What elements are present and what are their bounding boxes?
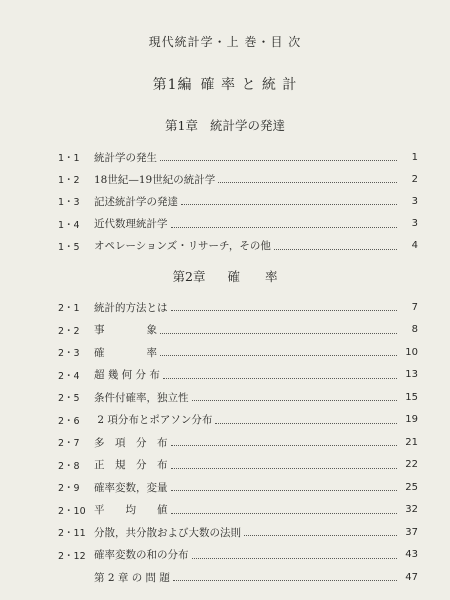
page-number: 7 — [411, 301, 418, 313]
page-number: 47 — [405, 571, 418, 583]
dot-leader — [160, 332, 397, 334]
section-title: 分散，共分散および大数の法則 — [94, 526, 241, 539]
toc-entry[interactable] — [58, 296, 418, 319]
dot-leader — [171, 444, 398, 446]
section-number: 2・7 — [58, 438, 80, 450]
toc-entry-problems[interactable] — [58, 566, 418, 589]
toc-entry[interactable] — [58, 213, 418, 235]
page-number: 21 — [405, 436, 418, 448]
section-title: 平 均 値 — [94, 504, 168, 517]
page-number: 37 — [405, 526, 418, 538]
page-number: 10 — [405, 346, 418, 358]
page-number: 19 — [405, 414, 418, 426]
toc-entry[interactable] — [58, 146, 418, 168]
dot-leader — [171, 226, 398, 228]
toc-entry[interactable] — [58, 319, 418, 342]
page-number: 4 — [411, 240, 418, 252]
section-title: 多 項 分 布 — [94, 436, 168, 449]
section-number: 1・4 — [58, 219, 80, 231]
page-number: 3 — [411, 195, 418, 207]
section-number: 2・2 — [58, 325, 80, 337]
chapter-1-title: 統計学の発達 — [209, 118, 285, 133]
toc-entry[interactable] — [58, 476, 418, 499]
toc-entry[interactable] — [58, 190, 418, 212]
section-number: 2・5 — [58, 393, 80, 405]
chapter-2-label: 第2章 — [172, 269, 206, 284]
section-title: 正 規 分 布 — [94, 459, 168, 472]
chapter-2-section-list — [58, 296, 418, 589]
page-number: 1 — [411, 151, 418, 163]
chapter-1-label: 第1章 — [165, 118, 198, 133]
dot-leader — [215, 422, 397, 424]
toc-entry[interactable] — [58, 499, 418, 522]
running-title: 現代統計学・上 巻・目 次 — [148, 35, 302, 49]
section-number: 1・5 — [58, 241, 80, 253]
section-number: 2・11 — [58, 528, 86, 540]
dot-leader — [173, 579, 397, 581]
part-title: 確 率 と 統 計 — [200, 77, 298, 93]
section-title: 超 幾 何 分 布 — [94, 369, 160, 382]
dot-leader — [192, 557, 398, 559]
dot-leader — [171, 467, 398, 469]
section-title: 第 2 章 の 問 題 — [94, 571, 170, 584]
dot-leader — [181, 203, 397, 205]
section-title: 統計的方法とは — [94, 301, 168, 314]
toc-entry[interactable] — [58, 521, 418, 544]
toc-entry[interactable] — [58, 341, 418, 364]
section-title: 記述統計学の発達 — [94, 195, 178, 208]
section-number: 2・3 — [58, 348, 80, 360]
chapter-1-section-list — [58, 146, 418, 257]
page-number: 32 — [405, 504, 418, 516]
dot-leader — [160, 354, 397, 356]
section-number: 2・9 — [58, 483, 80, 495]
section-title: 条件付確率，独立性 — [94, 391, 189, 404]
page-number: 22 — [405, 459, 418, 471]
part-label: 第1編 — [152, 77, 193, 93]
toc-entry[interactable] — [58, 235, 418, 257]
toc-entry[interactable] — [58, 431, 418, 454]
dot-leader — [163, 377, 397, 379]
dot-leader — [171, 309, 398, 311]
dot-leader — [192, 399, 398, 401]
section-number: 1・3 — [58, 197, 80, 209]
part-heading — [0, 74, 450, 94]
page-number: 15 — [405, 391, 418, 403]
section-title: 2 項分布とポアソン分布 — [94, 414, 213, 427]
section-title: 事 象 — [94, 324, 157, 337]
section-title: 確率変数，変量 — [94, 481, 168, 494]
section-number: 1・1 — [58, 153, 80, 165]
chapter-2-title: 確 率 — [227, 269, 278, 284]
section-number: 2・12 — [58, 550, 86, 562]
toc-entry[interactable] — [58, 409, 418, 432]
section-number: 1・2 — [58, 175, 80, 187]
section-title: 18世紀—19世紀の統計学 — [94, 173, 216, 186]
page-number: 3 — [411, 218, 418, 230]
page-number: 25 — [405, 481, 418, 493]
page-number: 2 — [411, 173, 418, 185]
section-number: 2・8 — [58, 460, 80, 472]
page-number: 43 — [405, 549, 418, 561]
section-title: 確率変数の和の分布 — [94, 549, 189, 562]
section-title: 統計学の発生 — [94, 151, 157, 164]
section-number: 2・4 — [58, 370, 80, 382]
dot-leader — [218, 181, 397, 183]
section-number: 2・1 — [58, 303, 80, 315]
dot-leader — [171, 512, 398, 514]
section-title: 確 率 — [94, 346, 157, 359]
dot-leader — [171, 489, 398, 491]
toc-entry[interactable] — [58, 364, 418, 387]
chapter-2-heading — [0, 267, 450, 285]
section-title: 近代数理統計学 — [94, 218, 168, 231]
toc-entry[interactable] — [58, 168, 418, 190]
chapter-1-heading — [0, 116, 450, 134]
toc-entry[interactable] — [58, 386, 418, 409]
toc-entry[interactable] — [58, 454, 418, 477]
toc-entry[interactable] — [58, 544, 418, 567]
dot-leader — [274, 248, 397, 250]
page-number: 8 — [411, 324, 418, 336]
dot-leader — [160, 159, 397, 161]
page-number: 13 — [405, 369, 418, 381]
section-title: オペレーションズ・リサーチ，その他 — [94, 240, 271, 253]
dot-leader — [244, 534, 397, 536]
section-number: 2・6 — [58, 415, 80, 427]
section-number: 2・10 — [58, 505, 86, 517]
